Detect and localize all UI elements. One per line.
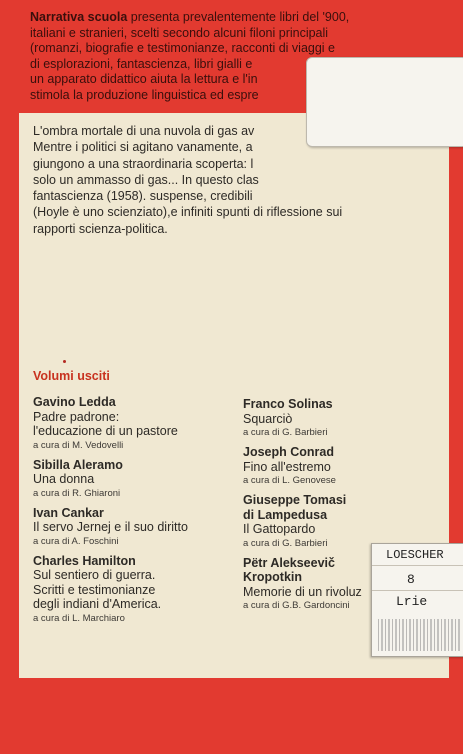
synopsis-line: Mentre i politici si agitano vanamente, a — [33, 140, 253, 155]
book-editor: a cura di L. Genovese — [243, 475, 336, 486]
blurb-line: (romanzi, biografie e testimonianze, racconti di viaggi e — [30, 41, 336, 56]
book-author: Ivan Cankar — [33, 505, 104, 520]
book-entry — [243, 493, 393, 550]
synopsis-line: L'ombra mortale di una nuvola di gas av — [33, 124, 255, 138]
synopsis — [33, 123, 443, 237]
book-list-left — [33, 395, 228, 631]
synopsis-line: (Hoyle è uno scienziato),e infiniti spunti di riflessione sui — [33, 205, 343, 220]
book-title: Padre padrone: — [33, 409, 120, 424]
book-editor: a cura di G. Barbieri — [243, 537, 328, 549]
book-author: Pëtr Alekseevič — [243, 555, 335, 570]
library-code: Lrie — [396, 594, 428, 609]
blurb-line: stimola la produzione linguistica ed espre — [30, 87, 259, 102]
book-editor: a cura di G.B. Gardoncini — [243, 600, 350, 611]
book-author: Giuseppe Tomasi — [243, 493, 347, 507]
book-title: Sul sentiero di guerra. — [33, 568, 156, 582]
series-name: Narrativa scuola — [30, 10, 128, 24]
library-number: 8 — [407, 572, 415, 587]
book-title: Il Gattopardo — [243, 522, 316, 536]
book-title: Scritti e testimonianze — [33, 582, 156, 597]
library-publisher: LOESCHER — [386, 548, 444, 562]
blurb-line: italiani e stranieri, scelti secondo alcuni filoni principali — [30, 25, 329, 40]
book-editor: a cura di L. Marchiaro — [33, 612, 125, 624]
synopsis-line: giungono a una straordinaria scoperta: l — [33, 156, 254, 171]
bullet-dot — [63, 360, 66, 363]
synopsis-line: rapporti scienza-politica. — [33, 221, 168, 236]
book-author: Joseph Conrad — [243, 445, 334, 459]
book-title: Memorie di un rivoluz — [243, 584, 362, 599]
book-entry — [243, 445, 393, 487]
book-author: Gavino Ledda — [33, 395, 116, 409]
library-label — [371, 543, 463, 657]
book-title: Una donna — [33, 472, 95, 486]
book-entry — [33, 554, 228, 625]
book-editor: a cura di M. Vedovelli — [33, 439, 124, 451]
book-entry — [243, 397, 393, 439]
book-title: l'educazione di un pastore — [33, 424, 178, 438]
book-title: Il servo Jernej e il suo diritto — [33, 520, 188, 534]
book-title: Squarciò — [243, 411, 293, 426]
book-entry — [33, 395, 228, 452]
book-author: Sibilla Aleramo — [33, 457, 123, 472]
label-divider — [372, 590, 463, 591]
volumi-heading: Volumi usciti — [33, 369, 110, 383]
book-author: Franco Solinas — [243, 397, 333, 411]
book-author: Charles Hamilton — [33, 553, 136, 568]
label-divider — [372, 565, 463, 566]
barcode-stamp — [378, 619, 460, 651]
book-editor: a cura di R. Ghiaroni — [33, 487, 121, 499]
synopsis-line: solo un ammasso di gas... In questo clas — [33, 172, 259, 187]
book-entry — [33, 458, 228, 500]
book-editor: a cura di A. Foschini — [33, 535, 119, 547]
synopsis-line: fantascienza (1958). suspense, credibili — [33, 189, 253, 204]
blurb-line: presenta prevalentemente libri del '900, — [130, 10, 350, 24]
book-title: Fino all'estremo — [243, 459, 331, 474]
book-editor: a cura di G. Barbieri — [243, 427, 328, 438]
blurb-line: un apparato didattico aiuta la lettura e l'in — [30, 72, 258, 87]
book-entry — [33, 506, 228, 548]
blurb-line: di esplorazioni, fantascienza, libri gialli e — [30, 56, 253, 71]
book-author: Kropotkin — [243, 570, 303, 584]
book-title: degli indiani d'America. — [33, 597, 162, 611]
book-author: di Lampedusa — [243, 507, 328, 522]
